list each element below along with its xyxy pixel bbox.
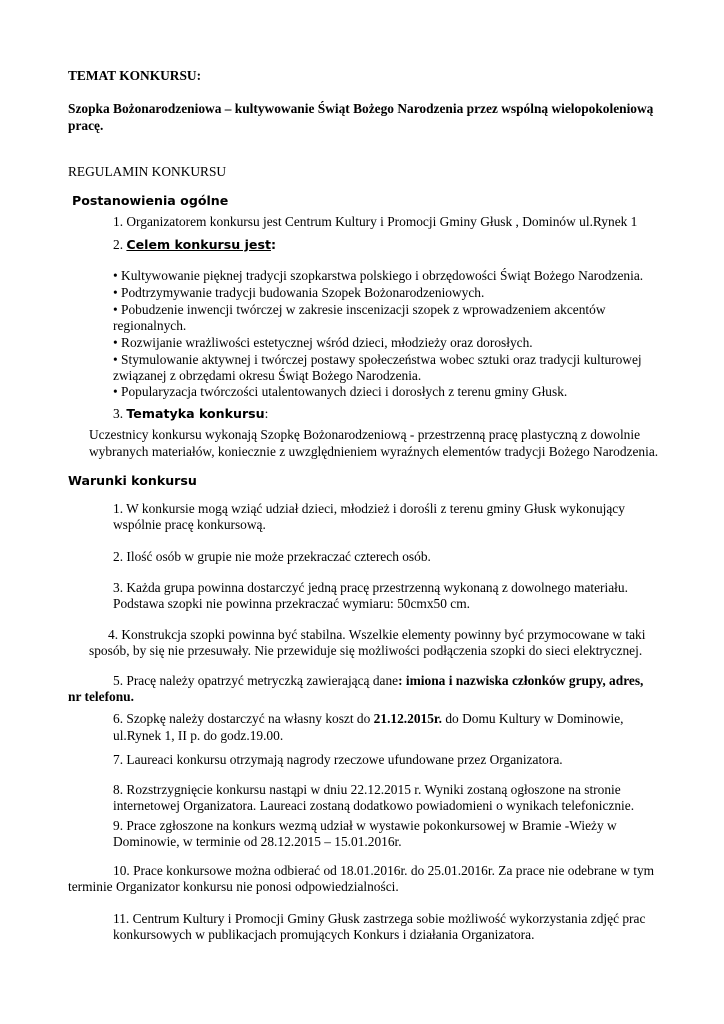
condition-2: 2. Ilość osób w grupie nie może przekraczać czterech osób. — [113, 549, 431, 564]
condition-7: 7. Laureaci konkursu otrzymają nagrody rzeczowe ufundowane przez Organizatora. — [113, 752, 563, 767]
condition-6-line2: ul.Rynek 1, II p. do godz.19.00. — [113, 728, 284, 743]
goal-label: Celem konkursu jest — [126, 237, 271, 252]
goal-bullet-5-cont: związanej z obrzędami okresu Świąt Bożego Narodzenia. — [113, 368, 422, 383]
condition-5-line1 — [113, 672, 643, 689]
theme-colon: : — [264, 406, 269, 421]
condition-11-line1: 11. Centrum Kultury i Promocji Gminy Głusk zastrzega sobie możliwość wykorzystania zdjęć prac — [113, 911, 646, 926]
condition-6-text: 6. Szopkę należy dostarczyć na własny koszt do — [113, 711, 374, 726]
condition-4-line2: sposób, by się nie przesuwały. Nie przewiduje się możliwości podłączenia szopki do sieci elektrycznej. — [89, 643, 643, 658]
theme-label: Tematyka konkursu — [126, 406, 265, 421]
condition-6-line1 — [113, 710, 624, 727]
condition-8-line1: 8. Rozstrzygnięcie konkursu nastąpi w dniu 22.12.2015 r. Wyniki zostaną ogłoszone na stronie — [113, 782, 621, 797]
general-provisions-heading: Postanowienia ogólne — [72, 193, 229, 208]
condition-3-line1: 3. Każda grupa powinna dostarczyć jedną pracę przestrzenną wykonaną z dowolnego materiału. — [113, 580, 628, 595]
contest-title-line2: pracę. — [68, 118, 104, 133]
condition-5-line2: nr telefonu. — [68, 689, 134, 704]
goal-bullet-4: • Rozwijanie wrażliwości estetycznej wśród dzieci, młodzieży oraz dorosłych. — [113, 335, 533, 350]
theme-description-line2: wybranych materiałów, koniecznie z uwzględnieniem wyraźnych elementów tradycji Bożego Narodzenia. — [89, 444, 659, 459]
goal-bullet-3-cont: regionalnych. — [113, 318, 187, 333]
condition-9-line2: Dominowie, w terminie od 28.12.2015 – 15.01.2016r. — [113, 834, 402, 849]
condition-1-line1: 1. W konkursie mogą wziąć udział dzieci, młodzież i dorośli z terenu gminy Głusk wykonujący — [113, 501, 625, 516]
general-item-2 — [113, 236, 276, 253]
goal-bullet-3: • Pobudzenie inwencji twórczej w zakresie inscenizacji szopek z wprowadzeniem akcentów — [113, 302, 606, 317]
contest-title-line1: Szopka Bożonarodzeniowa – kultywowanie Świąt Bożego Narodzenia przez wspólną wielopokoleniową — [68, 101, 654, 116]
goal-bullet-5: • Stymulowanie aktywnej i twórczej postawy społeczeństwa wobec sztuki oraz tradycji kulturowej — [113, 352, 642, 367]
goal-bullet-1: • Kultywowanie pięknej tradycji szopkarstwa polskiego i obrzędowości Świąt Bożego Narodzenia. — [113, 268, 644, 283]
condition-10-line1: 10. Prace konkursowe można odbierać od 18.01.2016r. do 25.01.2016r. Za prace nie odebrane w tym — [113, 863, 655, 878]
condition-1-line2: wspólnie pracę konkursową. — [113, 517, 266, 532]
contest-heading: TEMAT KONKURSU: — [68, 68, 202, 83]
condition-9-line1: 9. Prace zgłoszone na konkurs wezmą udział w wystawie pokonkursowej w Bramie -Wieży w — [113, 818, 617, 833]
condition-8-line2: internetowej Organizatora. Laureaci zostaną dodatkowo powiadomieni o wynikach telefonicznie. — [113, 798, 635, 813]
condition-6-place: do Domu Kultury w Dominowie, — [442, 711, 624, 726]
general-item-3-number: 3. — [113, 406, 127, 421]
general-item-3 — [113, 405, 268, 422]
condition-6-deadline: 21.12.2015r. — [373, 711, 442, 726]
goal-bullet-6: • Popularyzacja twórczości utalentowanych dzieci i dorosłych z terenu gminy Głusk. — [113, 384, 568, 399]
condition-11-line2: konkursowych w publikacjach promujących Konkurs i działania Organizatora. — [113, 927, 535, 942]
goal-bullet-2: • Podtrzymywanie tradycji budowania Szopek Bożonarodzeniowych. — [113, 285, 485, 300]
general-item-2-number: 2. — [113, 237, 127, 252]
general-item-1: 1. Organizatorem konkursu jest Centrum Kultury i Promocji Gminy Głusk , Dominów ul.Rynek 1 — [113, 214, 638, 229]
goal-colon: : — [270, 237, 277, 252]
conditions-heading: Warunki konkursu — [68, 473, 197, 488]
condition-4-line1: 4. Konstrukcja szopki powinna być stabilna. Wszelkie elementy powinny być przymocowane w taki — [108, 627, 646, 642]
condition-5-required-data: : imiona i nazwiska członków grupy, adres, — [398, 673, 644, 688]
condition-5-text: 5. Pracę należy opatrzyć metryczką zawierającą dane — [113, 673, 399, 688]
condition-10-line2: terminie Organizator konkursu nie ponosi odpowiedzialności. — [68, 879, 399, 894]
condition-3-line2: Podstawa szopki nie powinna przekraczać wymiaru: 50cmx50 cm. — [113, 596, 470, 611]
theme-description-line1: Uczestnicy konkursu wykonają Szopkę Bożonarodzeniową - przestrzenną pracę plastyczną z dowolnie — [89, 427, 641, 442]
rules-heading: REGULAMIN KONKURSU — [68, 164, 227, 179]
